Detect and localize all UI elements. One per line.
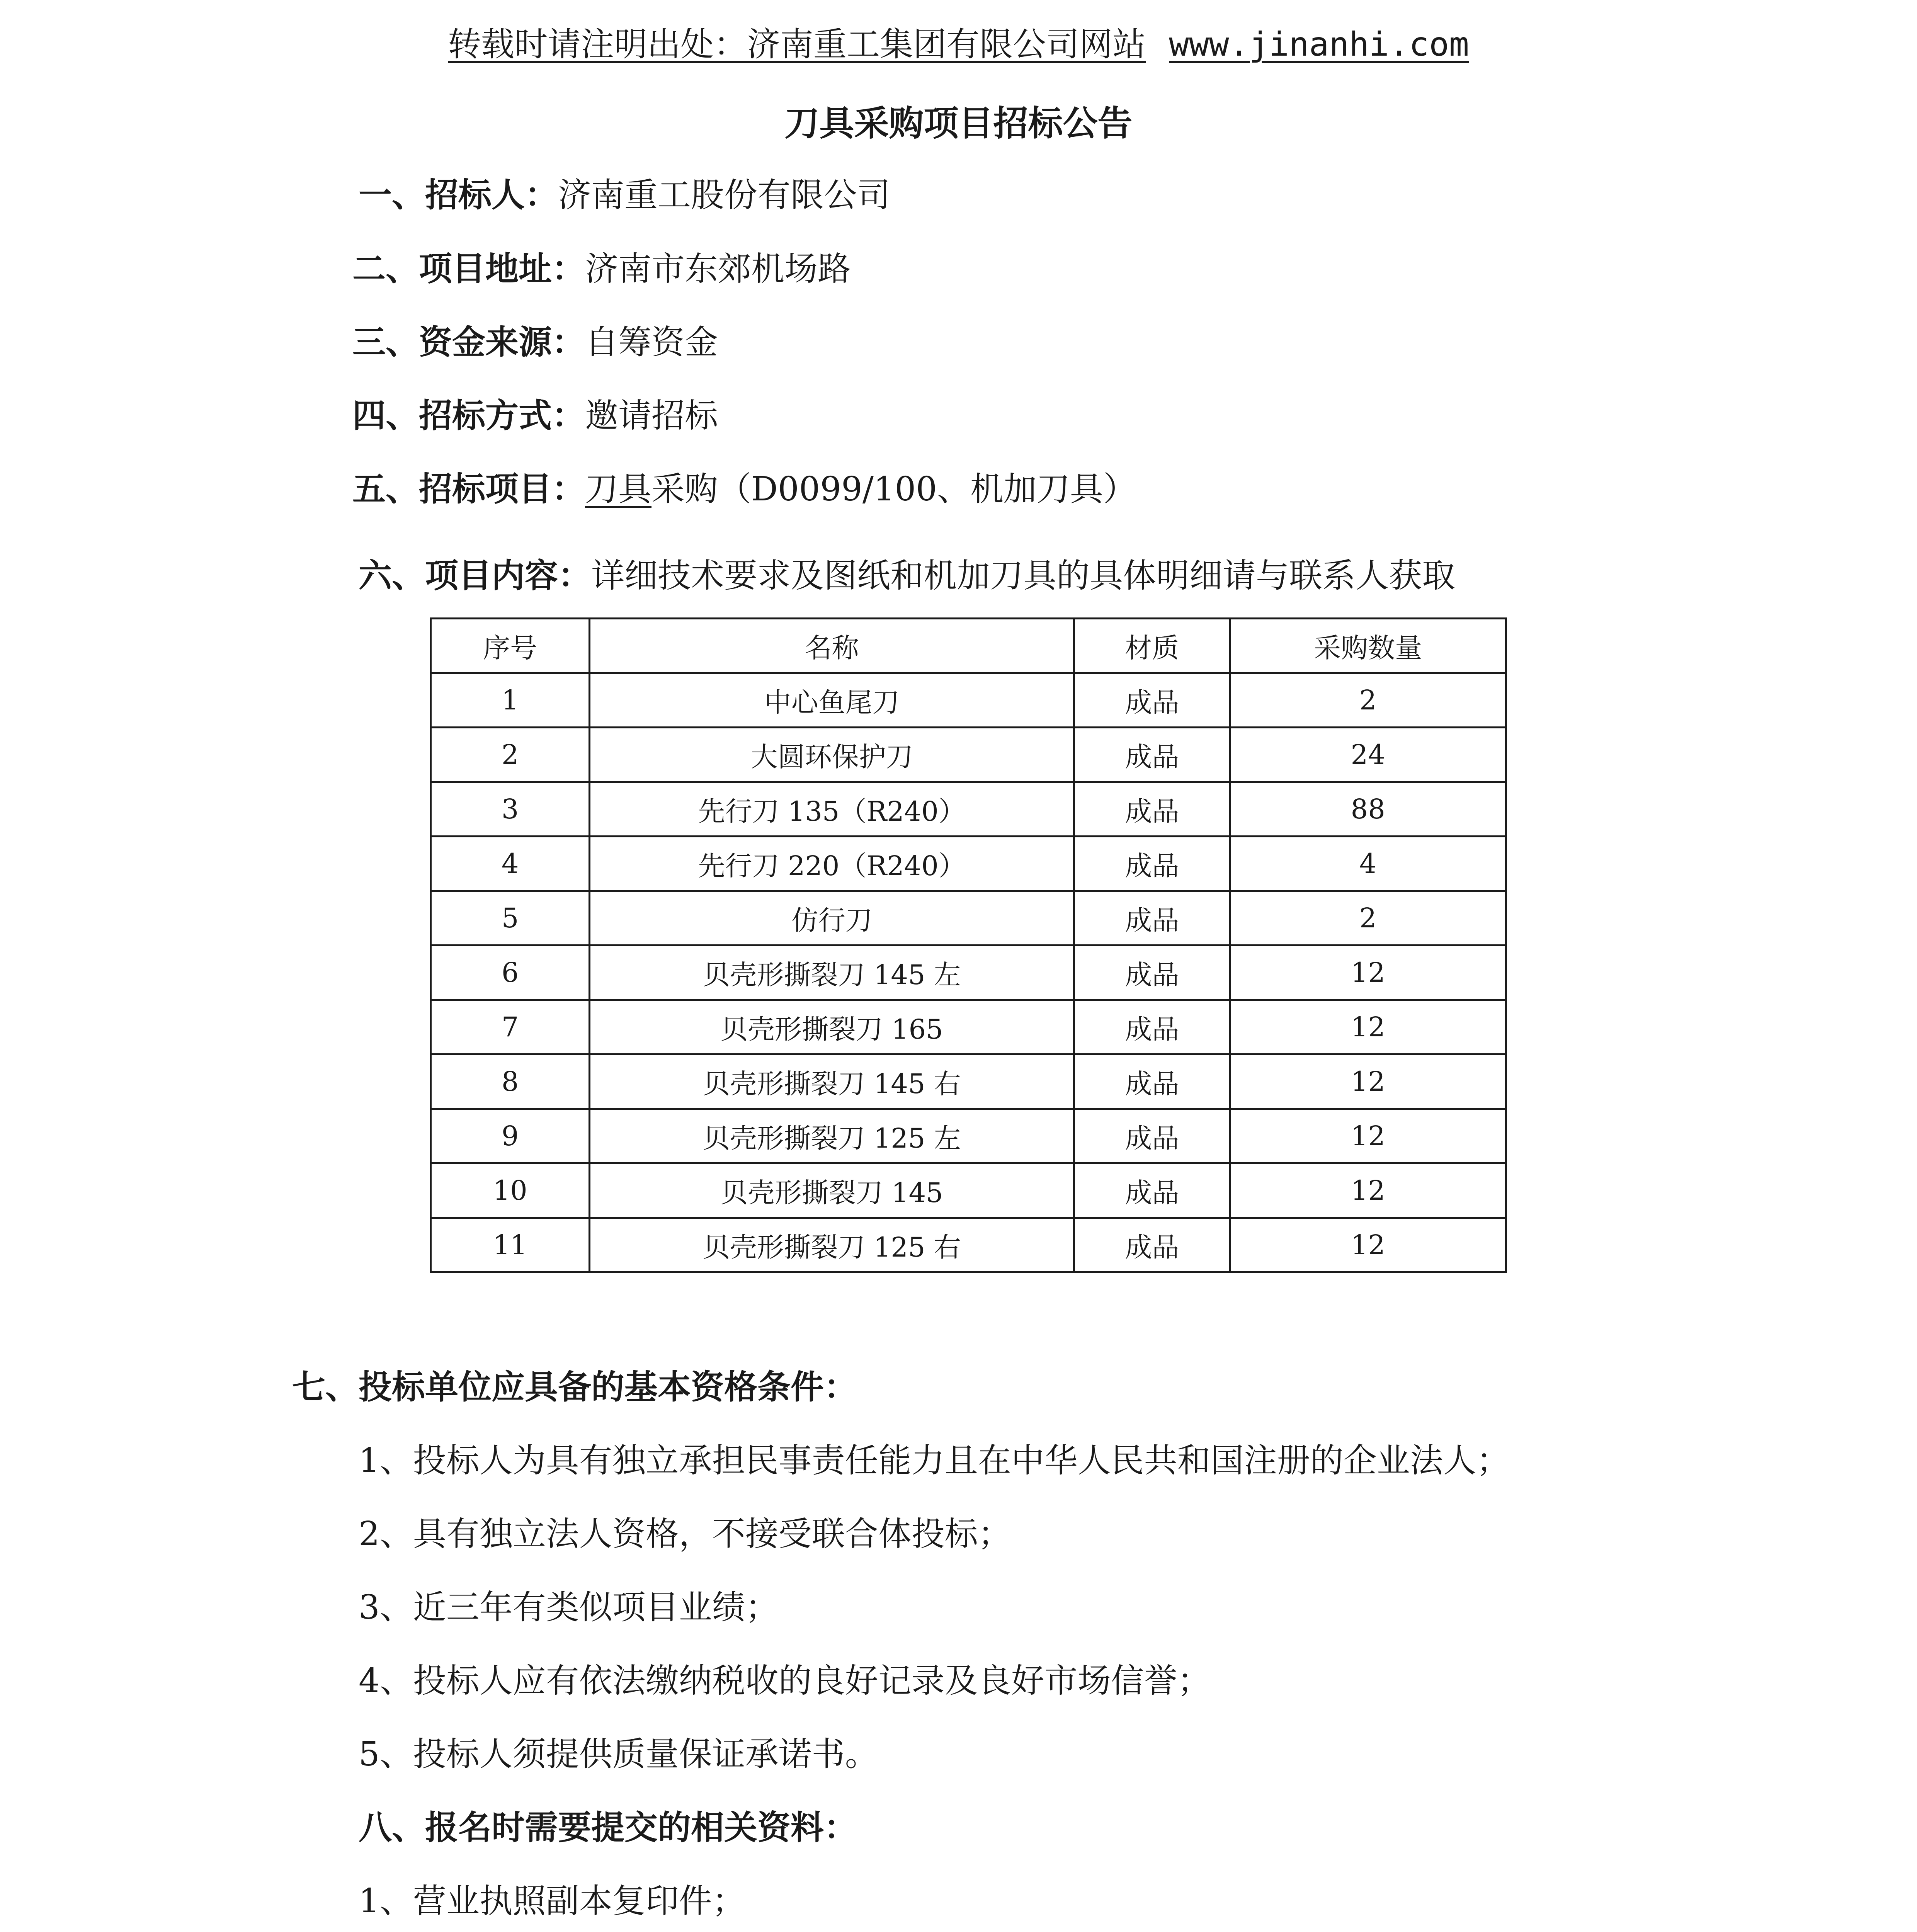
table-header-row <box>431 619 1506 673</box>
section-project <box>352 466 1136 512</box>
header-material: 材质 <box>1074 619 1230 673</box>
table-row <box>431 946 1506 1000</box>
qualification-item: 5、投标人须提供质量保证承诺书。 <box>359 1735 878 1774</box>
section-method <box>352 393 718 439</box>
cell-quantity: 12 <box>1230 1054 1506 1109</box>
cell-index: 4 <box>431 837 590 891</box>
section-address <box>352 246 851 292</box>
table-row <box>431 1000 1506 1054</box>
section-value: 采购（D0099/100、机加刀具） <box>651 470 1136 509</box>
cell-material: 成品 <box>1074 1218 1230 1272</box>
section-value-underlined: 刀具 <box>585 470 651 509</box>
cell-material: 成品 <box>1074 1054 1230 1109</box>
cell-material: 成品 <box>1074 1000 1230 1054</box>
page-header <box>0 21 1917 68</box>
qualifications-heading: 七、投标单位应具备的基本资格条件： <box>292 1368 857 1406</box>
section-value: 济南市东郊机场路 <box>585 250 851 288</box>
cell-quantity: 2 <box>1230 673 1506 728</box>
section-label: 二、项目地址： <box>352 250 585 288</box>
table-row <box>431 728 1506 782</box>
section-funding <box>352 319 718 366</box>
page-title: 刀具采购项目招标公告 <box>784 103 1133 144</box>
section-value: 济南重工股份有限公司 <box>558 176 890 214</box>
table-row <box>431 1054 1506 1109</box>
header-index: 序号 <box>431 619 590 673</box>
cell-index: 2 <box>431 728 590 782</box>
qualification-item: 3、近三年有类似项目业绩； <box>359 1588 779 1627</box>
cell-quantity: 24 <box>1230 728 1506 782</box>
material-item: 1、营业执照副本复印件； <box>359 1882 745 1920</box>
cell-quantity: 12 <box>1230 1109 1506 1163</box>
cell-name: 大圆环保护刀 <box>590 728 1074 782</box>
section-label: 四、招标方式： <box>352 396 585 435</box>
table-row <box>431 1109 1506 1163</box>
cell-material: 成品 <box>1074 837 1230 891</box>
cell-name: 贝壳形撕裂刀 125 左 <box>590 1109 1074 1163</box>
section-value: 邀请招标 <box>585 396 718 435</box>
cell-name: 中心鱼尾刀 <box>590 673 1074 728</box>
cell-name: 贝壳形撕裂刀 145 右 <box>590 1054 1074 1109</box>
table-row <box>431 891 1506 946</box>
cell-name: 贝壳形撕裂刀 145 <box>590 1163 1074 1218</box>
qualification-item: 4、投标人应有依法缴纳税收的良好记录及良好市场信誉； <box>359 1662 1211 1700</box>
section-label: 一、招标人： <box>359 176 558 214</box>
section-label: 五、招标项目： <box>352 470 585 509</box>
cell-quantity: 12 <box>1230 1163 1506 1218</box>
cell-name: 贝壳形撕裂刀 145 左 <box>590 946 1074 1000</box>
cell-material: 成品 <box>1074 1109 1230 1163</box>
cell-material: 成品 <box>1074 891 1230 946</box>
cell-name: 先行刀 135（R240） <box>590 782 1074 837</box>
table-row <box>431 837 1506 891</box>
section-tenderer <box>359 172 890 218</box>
cell-material: 成品 <box>1074 782 1230 837</box>
cell-index: 11 <box>431 1218 590 1272</box>
materials-heading: 八、报名时需要提交的相关资料： <box>359 1808 857 1847</box>
cell-material: 成品 <box>1074 1163 1230 1218</box>
cell-quantity: 4 <box>1230 837 1506 891</box>
qualification-item: 1、投标人为具有独立承担民事责任能力且在中华人民共和国注册的企业法人； <box>359 1441 1510 1480</box>
cell-index: 10 <box>431 1163 590 1218</box>
site-url-link[interactable]: www.jinanhi.com <box>1169 25 1469 64</box>
cell-name: 贝壳形撕裂刀 125 右 <box>590 1218 1074 1272</box>
header-name: 名称 <box>590 619 1074 673</box>
section-value: 详细技术要求及图纸和机加刀具的具体明细请与联系人获取 <box>591 556 1455 595</box>
table-row <box>431 782 1506 837</box>
cell-index: 8 <box>431 1054 590 1109</box>
cell-index: 3 <box>431 782 590 837</box>
header-quantity: 采购数量 <box>1230 619 1506 673</box>
section-value: 自筹资金 <box>585 323 718 362</box>
cell-quantity: 12 <box>1230 1218 1506 1272</box>
cell-quantity: 2 <box>1230 891 1506 946</box>
cell-quantity: 12 <box>1230 1000 1506 1054</box>
cell-name: 仿行刀 <box>590 891 1074 946</box>
cell-material: 成品 <box>1074 673 1230 728</box>
cell-name: 贝壳形撕裂刀 165 <box>590 1000 1074 1054</box>
table-row <box>431 1218 1506 1272</box>
cell-index: 1 <box>431 673 590 728</box>
cell-quantity: 12 <box>1230 946 1506 1000</box>
items-table <box>430 617 1507 1273</box>
qualification-item: 2、具有独立法人资格，不接受联合体投标； <box>359 1515 1011 1553</box>
cell-quantity: 88 <box>1230 782 1506 837</box>
cell-index: 9 <box>431 1109 590 1163</box>
cell-material: 成品 <box>1074 946 1230 1000</box>
table-row <box>431 673 1506 728</box>
cell-name: 先行刀 220（R240） <box>590 837 1074 891</box>
cell-material: 成品 <box>1074 728 1230 782</box>
table-row <box>431 1163 1506 1218</box>
cell-index: 5 <box>431 891 590 946</box>
cell-index: 7 <box>431 1000 590 1054</box>
section-content <box>359 553 1455 599</box>
section-label: 三、资金来源： <box>352 323 585 362</box>
section-label: 六、项目内容： <box>359 556 591 595</box>
source-note: 转载时请注明出处：济南重工集团有限公司网站 <box>448 25 1146 64</box>
cell-index: 6 <box>431 946 590 1000</box>
